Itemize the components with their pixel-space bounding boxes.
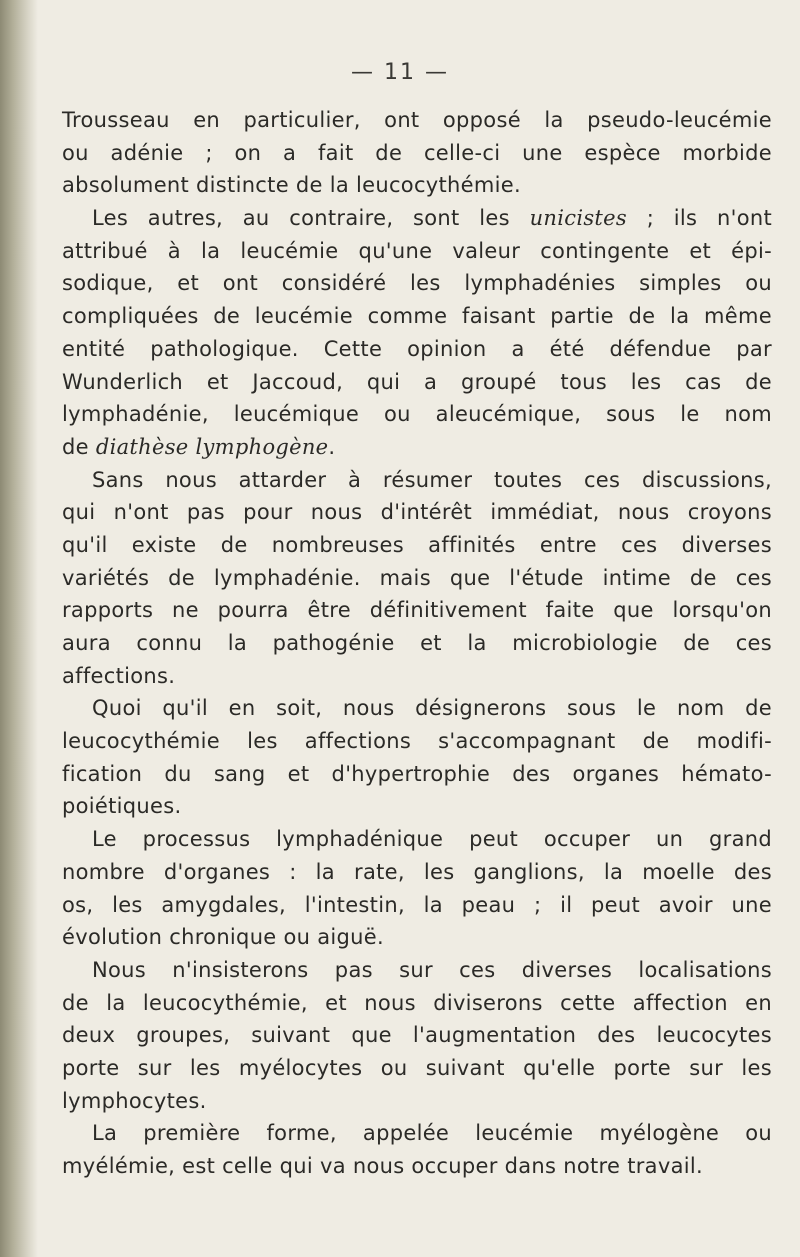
text-line: fication du sang et d'hypertrophie des organes hémato- <box>62 761 772 786</box>
text-line: poiétiques. <box>62 794 182 819</box>
text-line: rapports ne pourra être définitivement faite que lorsqu'on <box>62 598 772 623</box>
text-line: qu'il existe de nombreuses affinités entre ces diverses <box>62 532 772 557</box>
body-text <box>62 104 772 1183</box>
text-line: évolution chronique ou aiguë. <box>62 925 384 950</box>
text-line: de diathèse lymphogène. <box>62 434 336 459</box>
text-line: Wunderlich et Jaccoud, qui a groupé tous les cas de <box>62 369 772 394</box>
text-line: os, les amygdales, l'intestin, la peau ; il peut avoir une <box>62 892 772 917</box>
text-line: aura connu la pathogénie et la microbiologie de ces <box>62 631 772 655</box>
text-line: Trousseau en particulier, ont opposé la pseudo-leucémie <box>62 108 772 132</box>
text-line: attribué à la leucémie qu'une valeur contingente et épi- <box>62 238 772 263</box>
text-line: Les autres, au contraire, sont les unicistes ; ils n'ont <box>92 206 772 231</box>
text-line: myélémie, est celle qui va nous occuper dans notre travail. <box>62 1154 703 1178</box>
text-line: leucocythémie les affections s'accompagnant de modifi- <box>62 729 772 754</box>
text-line: compliquées de leucémie comme faisant partie de la même <box>62 304 772 329</box>
text-line: Nous n'insisterons pas sur ces diverses localisations <box>92 957 772 982</box>
text-line: qui n'ont pas pour nous d'intérêt immédiat, nous croyons <box>62 500 772 525</box>
text-line: affections. <box>62 663 176 688</box>
text-line: entité pathologique. Cette opinion a été défendue par <box>62 336 772 361</box>
text-line: nombre d'organes : la rate, les ganglions, la moelle des <box>62 859 772 884</box>
text-line: La première forme, appelée leucémie myélogène ou <box>92 1121 772 1146</box>
page-number: — 11 — <box>351 60 449 85</box>
text-line: ou adénie ; on a fait de celle-ci une espèce morbide <box>62 140 772 165</box>
text-line: Le processus lymphadénique peut occuper un grand <box>92 827 772 852</box>
text-line: Sans nous attarder à résumer toutes ces discussions, <box>92 467 772 492</box>
text-line: sodique, et ont considéré les lymphadénies simples ou <box>62 271 772 296</box>
text-line: lymphadénie, leucémique ou aleucémique, sous le nom <box>62 402 772 427</box>
text-line: porte sur les myélocytes ou suivant qu'elle porte sur les <box>62 1055 772 1080</box>
text-line: Quoi qu'il en soit, nous désignerons sous le nom de <box>92 696 772 721</box>
text-line: deux groupes, suivant que l'augmentation des leucocytes <box>62 1023 772 1048</box>
text-line: de la leucocythémie, et nous diviserons cette affection en <box>62 990 772 1015</box>
text-line: lymphocytes. <box>62 1088 207 1113</box>
text-line: absolument distincte de la leucocythémie. <box>62 173 521 198</box>
text-line: variétés de lymphadénie. mais que l'étude intime de ces <box>62 565 772 590</box>
